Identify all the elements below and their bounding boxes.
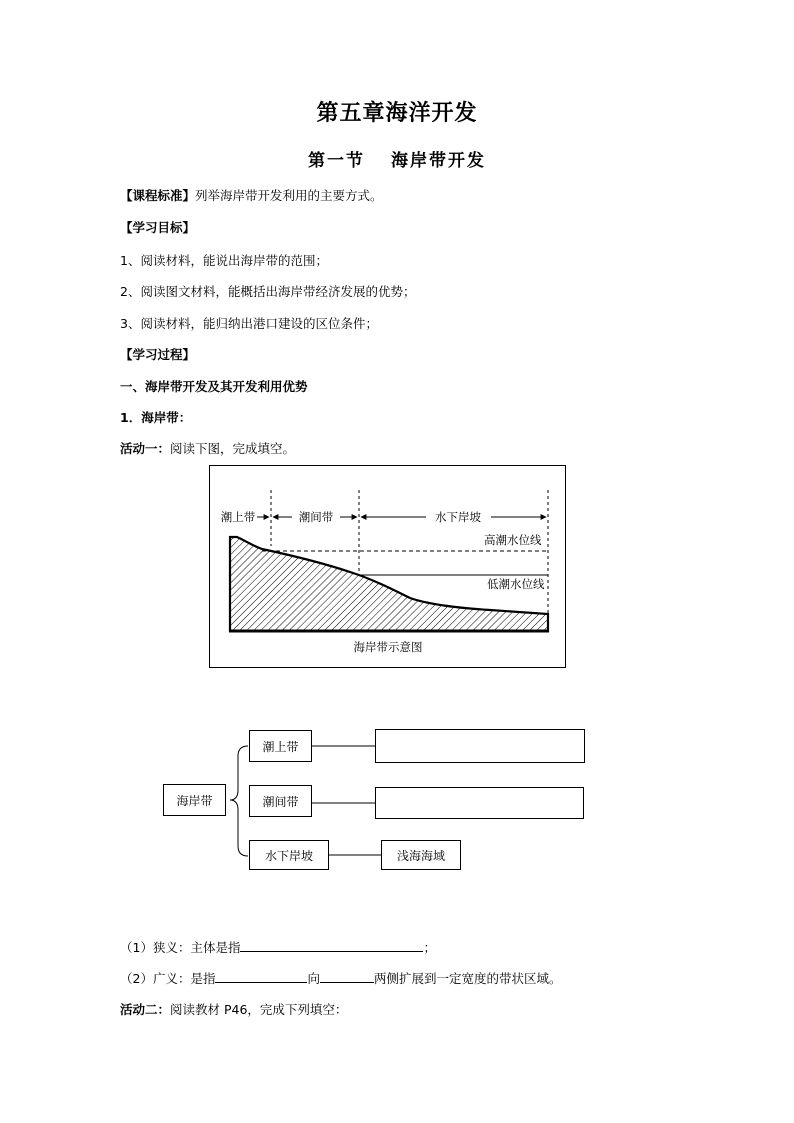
q2-middle: 向 xyxy=(307,971,320,986)
zone-label-intertidal: 潮间带 xyxy=(298,510,334,524)
q2-blank-1[interactable] xyxy=(215,969,307,983)
answer-filled-label: 浅海海域 xyxy=(396,849,446,863)
fill-question-2 xyxy=(120,969,562,988)
zone-label-supratidal: 潮上带 xyxy=(220,510,256,524)
structure-root-label: 海岸带 xyxy=(176,794,213,808)
zone-label-subtidal: 水下岸坡 xyxy=(435,510,481,524)
learning-goal-item: 3、阅读材料，能归纳出港口建设的区位条件； xyxy=(120,316,378,331)
learning-process-label: 【学习过程】 xyxy=(120,347,196,362)
q1-blank[interactable] xyxy=(240,938,423,952)
q2-blank-2[interactable] xyxy=(320,969,374,983)
structure-branch-label: 水下岸坡 xyxy=(264,849,314,863)
structure-branch-label: 潮间带 xyxy=(262,795,299,809)
answer-blank-box[interactable] xyxy=(376,788,584,819)
course-standard-text: 列举海岸带开发利用的主要方式。 xyxy=(195,188,383,203)
low-tide-label: 低潮水位线 xyxy=(487,577,545,591)
heading-sub: 1．海岸带： xyxy=(120,410,192,425)
chapter-title: 第五章海洋开发 xyxy=(316,100,478,126)
q1-suffix: ； xyxy=(423,940,436,955)
course-standard-label: 【课程标准】 xyxy=(120,188,196,203)
fill-question-1 xyxy=(120,938,436,957)
figure-caption: 海岸带示意图 xyxy=(353,640,423,654)
section-title: 第一节 海岸带开发 xyxy=(308,151,486,171)
activity-one-label: 活动一： xyxy=(120,441,171,456)
activity-two-label: 活动二： xyxy=(120,1002,171,1017)
activity-one-text: 阅读下图，完成填空。 xyxy=(170,441,296,456)
q1-prefix: （1）狭义：主体是指 xyxy=(120,940,241,955)
activity-two-text: 阅读教材 P46，完成下列填空： xyxy=(170,1002,348,1017)
learning-goal-item: 1、阅读材料，能说出海岸带的范围； xyxy=(120,253,328,268)
q2-suffix: 两侧扩展到一定宽度的带状区域。 xyxy=(373,971,562,986)
answer-blank-box[interactable] xyxy=(376,730,585,763)
heading-one: 一、海岸带开发及其开发利用优势 xyxy=(120,379,308,394)
structure-branch-label: 潮上带 xyxy=(262,740,299,754)
learning-goals-label: 【学习目标】 xyxy=(120,220,196,235)
structure-brace xyxy=(230,746,248,856)
learning-goal-item: 2、阅读图文材料，能概括出海岸带经济发展的优势； xyxy=(120,284,416,299)
high-tide-label: 高潮水位线 xyxy=(484,533,542,547)
activity-two xyxy=(120,1001,347,1019)
q2-prefix: （2）广义：是指 xyxy=(120,971,216,986)
